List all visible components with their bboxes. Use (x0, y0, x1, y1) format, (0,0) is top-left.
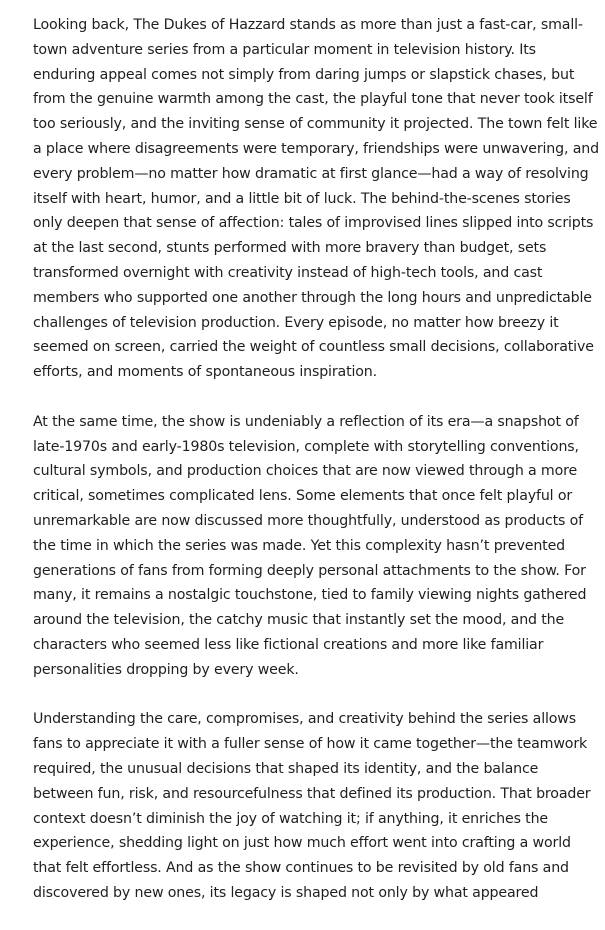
text-line: every problem—no matter how dramatic at first glance—had a way of resolving (33, 165, 589, 182)
text-line: personalities dropping by every week. (33, 661, 299, 678)
text-line: required, the unusual decisions that shaped its identity, and the balance (33, 760, 539, 777)
text-line: the time in which the series was made. Yet this complexity hasn’t prevented (33, 537, 566, 554)
text-line: fans to appreciate it with a fuller sense of how it came together—the teamwork (33, 736, 588, 753)
text-line: At the same time, the show is undeniably a reflection of its era—a snapshot of (33, 413, 579, 430)
text-line: around the television, the catchy music that instantly set the mood, and the (33, 612, 565, 629)
text-line: cultural symbols, and production choices that are now viewed through a more (33, 463, 578, 480)
text-line: late-1970s and early-1980s television, complete with storytelling conventions, (33, 438, 579, 455)
text-line: between fun, risk, and resourcefulness that defined its production. That broader (33, 785, 591, 802)
text-line: too seriously, and the inviting sense of community it projected. The town felt like (33, 116, 598, 133)
text-line: town adventure series from a particular moment in television history. Its (33, 41, 536, 58)
paragraph-3 (33, 707, 591, 905)
text-line: unremarkable are now discussed more thoughtfully, understood as products of (33, 512, 584, 529)
text-line: members who supported one another through the long hours and unpredictable (33, 289, 592, 306)
text-line: characters who seemed less like fictional creations and more like familiar (33, 636, 544, 653)
text-line: a place where disagreements were temporary, friendships were unwavering, and (33, 140, 599, 157)
text-line: critical, sometimes complicated lens. Some elements that once felt playful or (33, 488, 573, 505)
text-line: experience, shedding light on just how much effort went into crafting a world (33, 835, 571, 852)
text-line: context doesn’t diminish the joy of watching it; if anything, it enriches the (33, 810, 549, 827)
text-line: generations of fans from forming deeply personal attachments to the show. For (33, 562, 586, 579)
text-line: many, it remains a nostalgic touchstone, tied to family viewing nights gathered (33, 587, 587, 604)
text-line: seemed on screen, carried the weight of countless small decisions, collaborative (33, 339, 594, 356)
article-body (33, 13, 599, 930)
text-line: efforts, and moments of spontaneous inspiration. (33, 364, 378, 381)
text-line: transformed overnight with creativity instead of high-tech tools, and cast (33, 264, 543, 281)
paragraph-2 (33, 410, 587, 683)
text-line: challenges of television production. Every episode, no matter how breezy it (33, 314, 559, 331)
text-line: Looking back, The Dukes of Hazzard stands as more than just a fast-car, small- (33, 17, 583, 33)
text-line: discovered by new ones, its legacy is shaped not only by what appeared (33, 884, 539, 901)
paragraph-1 (33, 13, 599, 385)
text-line: Understanding the care, compromises, and creativity behind the series allows (33, 711, 576, 728)
text-line: itself with heart, humor, and a little bit of luck. The behind-the-scenes stories (33, 190, 571, 207)
text-line: enduring appeal comes not simply from daring jumps or slapstick chases, but (33, 66, 575, 83)
text-line: at the last second, stunts performed with more bravery than budget, sets (33, 240, 547, 257)
text-line: from the genuine warmth among the cast, the playful tone that never took itself (33, 91, 593, 108)
text-line: only deepen that sense of affection: tales of improvised lines slipped into scripts (33, 215, 594, 232)
text-line: that felt effortless. And as the show continues to be revisited by old fans and (33, 860, 569, 877)
